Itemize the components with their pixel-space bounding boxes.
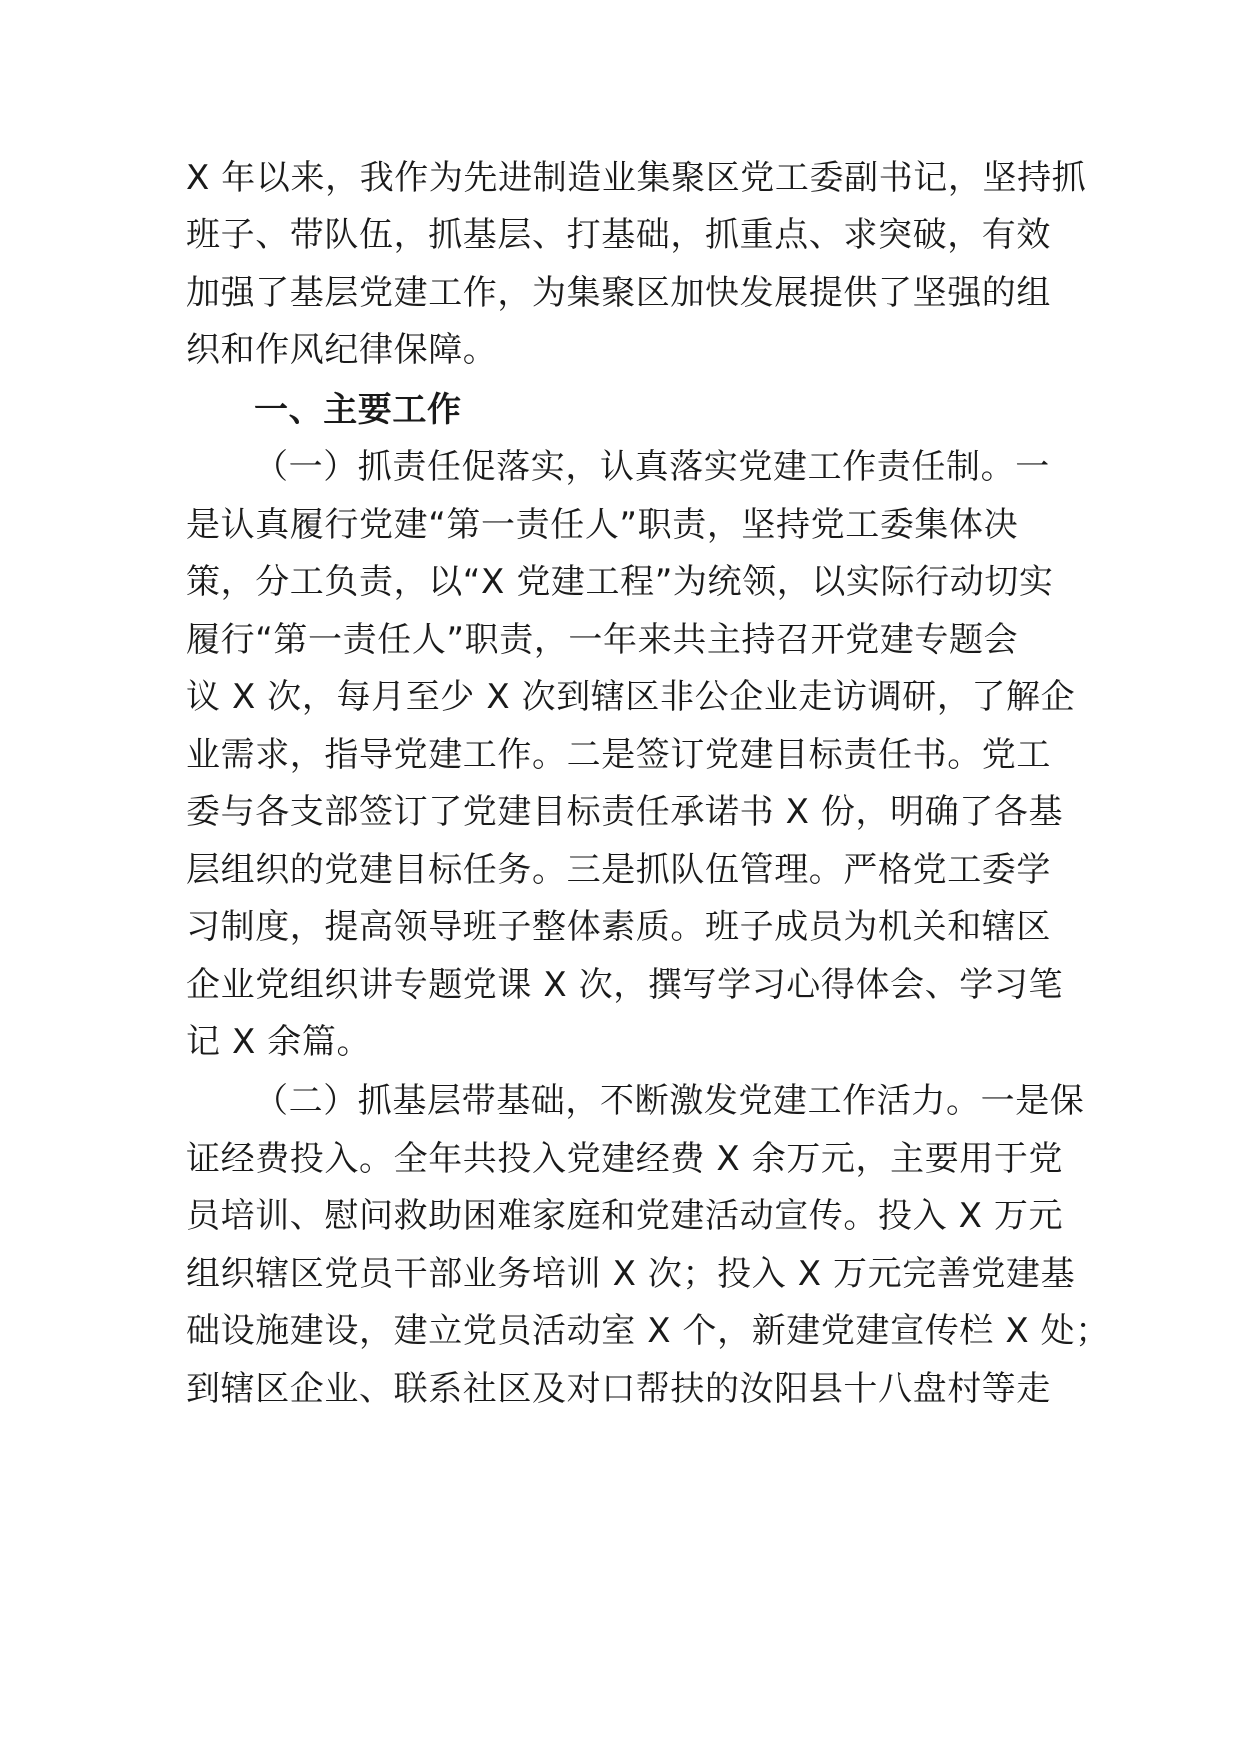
intro-line-3: 加强了基层党建工作，为集聚区加快发展提供了坚强的组 — [186, 273, 1051, 313]
intro-line-1: X 年以来，我作为先进制造业集聚区党工委副书记，坚持抓 — [186, 158, 1087, 198]
para2-line-4: 组织辖区党员干部业务培训 X 次；投入 X 万元完善党建基 — [186, 1254, 1076, 1294]
para1-line-9: 习制度，提高领导班子整体素质。班子成员为机关和辖区 — [186, 907, 1051, 947]
para2-line-2: 证经费投入。全年共投入党建经费 X 余万元，主要用于党 — [186, 1139, 1064, 1179]
para2-line-5: 础设施建设，建立党员活动室 X 个，新建党建宣传栏 X 处； — [186, 1311, 1110, 1351]
para1-line-8: 层组织的党建目标任务。三是抓队伍管理。严格党工委学 — [186, 850, 1051, 890]
para1-line-6: 业需求，指导党建工作。二是签订党建目标责任书。党工 — [186, 735, 1051, 775]
para1-line-3: 策，分工负责，以“X 党建工程”为统领，以实际行动切实 — [186, 562, 1054, 602]
para1-line-2: 是认真履行党建“第一责任人”职责，坚持党工委集体决 — [186, 505, 1019, 545]
para1-line-11: 记 X 余篇。 — [186, 1022, 372, 1062]
para1-line-1: （一）抓责任促落实，认真落实党建工作责任制。一 — [254, 447, 1050, 487]
para1-line-5: 议 X 次，每月至少 X 次到辖区非公企业走访调研，了解企 — [186, 677, 1076, 717]
para1-line-4: 履行“第一责任人”职责，一年来共主持召开党建专题会 — [186, 620, 1019, 660]
para2-line-1: （二）抓基层带基础，不断激发党建工作活力。一是保 — [254, 1081, 1085, 1121]
para1-line-10: 企业党组织讲专题党课 X 次，撰写学习心得体会、学习笔 — [186, 965, 1064, 1005]
para1-line-7: 委与各支部签订了党建目标责任承诺书 X 份，明确了各基 — [186, 792, 1064, 832]
para2-line-6: 到辖区企业、联系社区及对口帮扶的汝阳县十八盘村等走 — [186, 1369, 1051, 1409]
intro-line-4: 织和作风纪律保障。 — [186, 330, 498, 370]
section-heading: 一、主要工作 — [254, 390, 462, 430]
intro-line-2: 班子、带队伍，抓基层、打基础，抓重点、求突破，有效 — [186, 215, 1051, 255]
para2-line-3: 员培训、慰问救助困难家庭和党建活动宣传。投入 X 万元 — [186, 1196, 1064, 1236]
